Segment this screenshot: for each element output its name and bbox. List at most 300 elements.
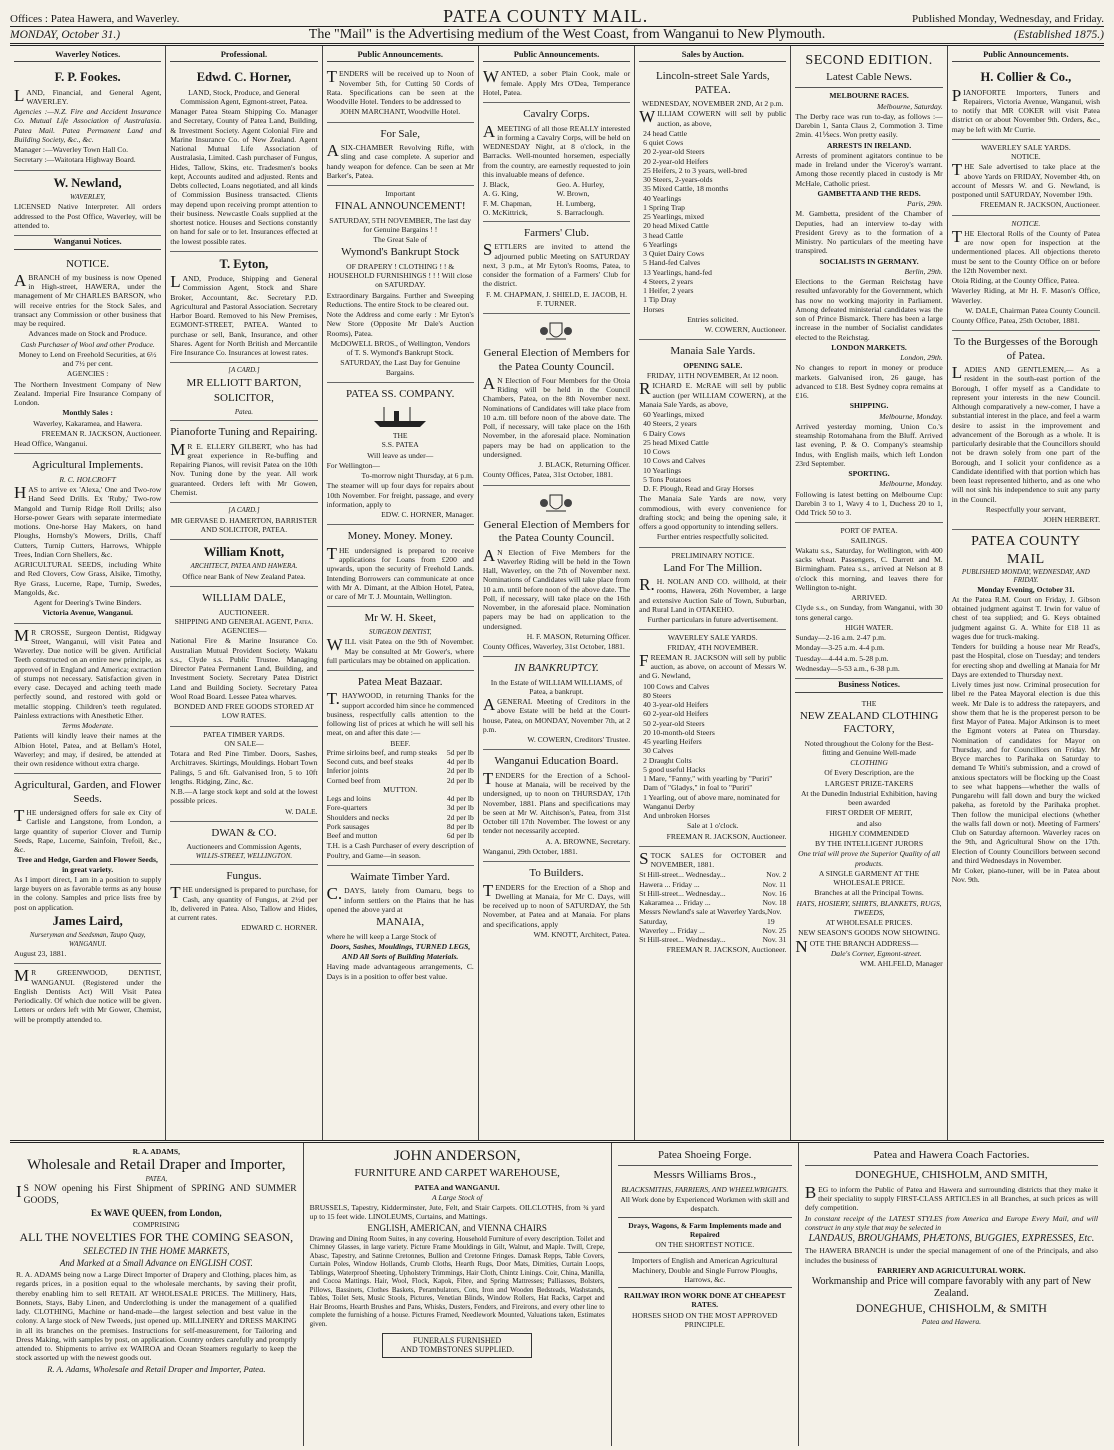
ad-title: Waimate Timber Yard.: [350, 870, 450, 883]
ad-title: Patea and Hawera Coach Factories.: [873, 1149, 1030, 1161]
ad-body: ASIX-CHAMBER Revolving Rifle, with sling and case complete. A superior and handy weapon for defence. Can be seen at Mr Barker's, Patea.: [326, 141, 474, 180]
columns-grid: [10, 46, 1104, 1143]
ad-subtitle: Important: [385, 189, 416, 199]
ad-body: Money to Lend on Freehold Securities, at 6½ and 7½ per cent.: [18, 349, 157, 369]
ad-body: Secretary :—Waitotara Highway Board.: [14, 155, 136, 165]
list-item: 20 2-year-old Heifers: [643, 156, 709, 166]
list-item: 10 Cows and Calves: [643, 456, 706, 466]
ad-title: Fungus.: [226, 870, 262, 883]
ad-title: F. P. Fookes.: [54, 70, 121, 85]
ad-body: HAS to arrive ex 'Alexa,' One and Two-row Hand Seed Drills. Ex 'Ruby,' Two-row Mangold and Turnip Ridge Roll Drills; also Horse-power Gears with separate intermediate motions. One-horse Hay Makers, on hand Ploughs, Hornsby's Mowers, Drills, Chaff Cutters, Turnip Cutters, Harrows, Whipple Trees, Indian Corn Shellers, &c.: [14, 483, 162, 559]
ad-subtitle: Nurseryman and Seedsman, Taupo Quay, WANGANUI.: [29, 931, 146, 948]
ad-subtitle: SURGEON DENTIST,: [368, 627, 432, 636]
list-item: 6 Yearlings: [643, 239, 678, 249]
ad-title: General Election of Members for the Patea County Council.: [483, 347, 630, 373]
ad-title: Manaia Sale Yards.: [670, 345, 756, 358]
ad-body: AGRICULTURAL SEEDS, including White and Red Clovers, Cow Grass, Alsike, Timothy, Rye Grass, Lucerne, Rape, Turnip, Swedes, Mangolds, &c.: [14, 560, 162, 597]
ad-body: Totara and Red Pine Timber. Doors, Sashes, Architraves. Skirtings, Mouldings. Hobart Town Palings, 5 and 6ft. Galvanised Iron, 5 to 10ft lengths. Ridging, Zinc, &c.: [170, 749, 318, 786]
tide-row: Monday—3-25 a.m. 4-4 p.m.: [795, 643, 885, 653]
newspaper-title: PATEA COUNTY MAIL.: [443, 6, 649, 26]
editorial: [952, 530, 1100, 889]
sale-date: Nov. 11: [762, 879, 787, 889]
ad-electoral-rolls: [952, 216, 1100, 332]
ad-subtitle: WAVERLEY,: [70, 192, 106, 201]
ad-subtitle: MANAIA,: [376, 916, 425, 929]
ad-title: Farmers' Club.: [524, 227, 589, 240]
list-item: 40 Yearlings: [643, 193, 682, 203]
port-of-patea: [795, 523, 942, 679]
list-item: 1 Tip Dray: [643, 295, 677, 305]
sale-date-row: [639, 880, 786, 889]
ad-body: ENGLISH, AMERICAN, and VIENNA CHAIRS: [367, 1222, 547, 1233]
ad-signature: W. DALE.: [285, 806, 318, 816]
ad-waverley-sale: [639, 630, 786, 847]
ad-body: LAND, Produce, Shipping and General Commission Agent, Stock and Share Broker, Accountant, &c. Secretary P.D. Agricultural and Pastoral Association. Secretary Harbor Board. Removed to his New Premises, EGMONT-STREET, PATEA. Wanted to purchase or sell, Bank, Insurance, and other Shares. Agent for North British and Mercantile Fire Insurance Co. Insurances at lowest rates.: [170, 272, 318, 358]
ad-education-board: [483, 750, 630, 862]
news-dateline: Melbourne, Saturday.: [876, 101, 943, 111]
ad-signature: J. BLACK, Returning Officer.: [538, 460, 631, 470]
sale-date-row: [639, 898, 786, 907]
tide-row: Wednesday—5-53 a.m., 6-38 p.m.: [795, 663, 900, 673]
sale-date-row: [639, 935, 786, 944]
list-item: 20 head Mixed Cattle: [643, 221, 709, 231]
ad-body: Further particulars in future advertisement.: [647, 615, 779, 625]
ad-body: AGENCIES :: [66, 369, 109, 379]
tide-row: Tuesday—4-44 a.m. 5-28 p.m.: [795, 653, 889, 663]
masthead: [10, 6, 1104, 26]
ad-body: Noted throughout the Colony for the Best-fitting and Genuine Well-made: [804, 738, 934, 757]
ad-body: Manager Patea Steam Shipping Co. Manager and Secretary, County of Patea Land, Building, & Investment Society. Agent Colonial Fire and Marine Insurance Co. of New Zealand. Agent National Mutual Life Association of Australasia, Limited. Cash purchaser of Fungus, Hides, Tallow, Skins, etc. Tradesmen's books kept, Accounts audited and adjusted. Rents and Debts collected, Loans negotiated, and all kinds of Commission Business transacted. Clients may depend upon receiving prompt attention to their business. Newcastle Coals supplied at the shortest notice. Houses and Sections constantly on hand for sale or to let. Insurances effected at the lowest possible rates.: [170, 107, 318, 246]
ad-title: NEW ZEALAND CLOTHING FACTORY,: [799, 709, 939, 736]
ad-body: FIRST ORDER OF MERIT,: [825, 808, 913, 818]
ad-fookes: [14, 65, 161, 170]
ad-body: The steamer will up four days for repairs about 10th November. For freight, passage, and every information, apply to: [326, 481, 474, 509]
ad-lincoln-sale: [639, 65, 786, 340]
ad-body: MR CROSSE, Surgeon Dentist, Ridgway Street, Wanganui, will visit Patea and Waverley. Due notice will be given. Artificial Teeth constructed on an entire new principle, as approved of in England and America; extraction of stumps not necessary. Satisfaction given in every case. Decayed and aching teeth made perfectly sound, and restored with gold or metallic stopping. Children's teeth regulated. Painless extractions with Anesthetic Ether.: [14, 625, 162, 720]
ad-holcroft: [14, 454, 161, 623]
ad-body: Of Every Description, are the: [824, 768, 914, 778]
sale-location: Hawera ... Friday ...: [639, 879, 700, 889]
ad-body: Entries solicited.: [687, 314, 739, 324]
ad-subtitle: SOLICITOR,: [213, 392, 274, 405]
ad-body: T.HAYWOOD, in returning Thanks for the support accorded him since he commenced business, respectfully calls attention to the following list of prices at which he will sell his meat, on and after this date :—: [326, 689, 474, 738]
ad-body: BEG to inform the Public of Patea and Hawera and surrounding districts that they make it their speciality to supply FIRST-CLASS ARTICLES in all Branches, at such prices as will defy competition.: [804, 1182, 1098, 1213]
list-item: 1 Spring Trap: [643, 202, 685, 212]
ad-body: R.H. NOLAN AND CO. willhold, at their rooms, Hawera, 26th November, a large and extensive Auction Sale of Town, Suburban, and Rural Land in OTAKEHO.: [639, 575, 787, 614]
ad-subtitle: THE: [392, 431, 408, 441]
price-row: Fore-quarters 3d per lb: [326, 803, 474, 813]
ad-body: NEW SEASON'S GOODS NOW SHOWING.: [798, 928, 940, 938]
ad-subtitle: PATEA,: [145, 1174, 168, 1183]
news-dateline: Melbourne, Monday.: [879, 479, 943, 489]
ad-subtitle: PRELIMINARY NOTICE.: [671, 550, 755, 560]
ad-meat-bazaar: [327, 671, 474, 866]
ad-subtitle: Messrs Williams Bros.,: [653, 1169, 757, 1182]
ad-body: And Marked at a Small Advance on ENGLISH COST.: [59, 1258, 253, 1269]
ad-eyton: [170, 252, 317, 364]
news-body: Following is latest betting on Melbourne Cup: Darebin 3 to 1, Wavy 4 to 1, Duchess 20 to 1, Odd Trick 50 to 3.: [795, 489, 943, 518]
news-body: No changes to report in money or produce markets. Galvanised iron, 26 gauge, has advanced to £18. Best Sydney copra remains at £16.: [795, 363, 943, 401]
ad-horner: [170, 65, 317, 252]
ad-title: NOTICE.: [66, 257, 110, 270]
ad-title: Patea Meat Bazaar.: [357, 676, 443, 689]
ad-signature: WM. KNOTT, Architect, Patea.: [533, 929, 631, 939]
ad-cavalry: [483, 103, 630, 222]
ad-body: One trial will prove the Superior Quality of all products.: [798, 849, 940, 868]
list-item: 1 Heifer, 2 years: [643, 286, 694, 296]
editorial-paragraph: Tenders for building a house near Mr Read's, past the Hospital, close on Tuesday; and tenders for erecting shop and dwelling at Manaia for Mr Days are extended to Thursday next.: [951, 642, 1100, 679]
ad-body: Advances made on Stock and Produce.: [28, 329, 147, 339]
ad-body: R. A. ADAMS being now a Large Direct Importer of Drapery and Clothing, places him, as regards prices, in a position equal to the wholesale merchants, by saving their profit, thereby enabling him to sell RETAIL AT WHOLESALE PRICES. The Millinery, Hats, Bonnets, Stays, Baby Linen, and Underclothing is under the management of a qualified lady. CLOTHING, Machine or hand-made—the largest selection and best value in the colony. A large stock of New Tweeds, just opened up. MILLINERY and DRESS MAKING in all its branches on the premises. Instructions for self-measurement, for Tailoring and Dress Making, with samples by post, on application. Country orders carefully and promptly attended to. Shipments to arrive ex WAIROA and Ocean Steamers regularly to keep the stock assorted up with the newest goods out.: [16, 1270, 297, 1363]
sale-location: Waverley ... Friday ...: [639, 925, 705, 935]
ad-body: Respectfully your servant,: [985, 504, 1066, 514]
list-item: 40 Steers, 2 years: [643, 419, 697, 429]
ad-body: The Manaia Sale Yards are now, very commodious, with every convenience for drafting stock; and being the opening sale, it offers a good opportunity to intending sellers.: [639, 494, 787, 532]
sale-date: Nov. 2: [766, 870, 787, 880]
list-item: Dam of "Gladys," in foal to "Puriri": [643, 783, 753, 793]
ad-anderson: [304, 1143, 612, 1446]
editorial-date: Monday Evening, October 31.: [977, 584, 1075, 594]
ad-signature: JOHN MARCHANT, Woodville Hotel.: [340, 107, 461, 117]
list-item: 6 quiet Cows: [643, 138, 684, 148]
ad-bankruptcy: [483, 657, 630, 750]
news-dateline: Paris, 29th.: [907, 199, 943, 209]
ad-body: Victoria Avenue, Wanganui.: [42, 608, 133, 618]
list-item: D. F. Plough, Read and Gray Horses: [643, 484, 754, 494]
list-item: 1 Mare, "Fanny," with yearling by "Puriri": [643, 774, 773, 784]
ad-body: Otoia Riding, at the County Office, Patea.: [951, 276, 1080, 286]
ad-shoeing-forge: [612, 1143, 799, 1446]
news-body: The Derby race was run to-day, as follows :—Darebin 1, Santa Claus 2, Commotion 3. Time 2min. 41⅟secs. Won pretty easily.: [795, 111, 943, 140]
ad-title: General Election of Members for the Patea County Council.: [483, 518, 630, 545]
ad-body: AN Election of Four Members for the Otoia Riding will be held in the Council Chambers, Patea, on the 8th November next. Nominations of Candidates will take place from 10 a.m. till before noon of the above date. The Poll, if necessary, will take place on the 16th November, in the aforesaid place. Nomination papers may be had on application to the undersigned.: [482, 373, 631, 459]
news-head: SPORTING.: [848, 469, 890, 479]
ad-body: A Large Stock of: [431, 1192, 483, 1202]
ad-body: At the Dunedin Industrial Exhibition, having been awarded: [800, 788, 938, 808]
ad-title: WAVERLEY SALE YARDS.: [980, 142, 1071, 152]
funerals-box: [382, 1333, 532, 1359]
ad-signature: FREEMAN R. JACKSON, Auctioneer.: [980, 200, 1100, 210]
price-row: Beef and mutton 6d per lb: [326, 831, 474, 841]
news-body: Arrests of prominent agitators continue to be made in Ireland under the Viceroy's warrant. Among those recently placed in custody is Mr McHale, Catholic priest.: [795, 150, 943, 188]
column-heading: Waverley Notices.: [14, 49, 161, 62]
steamship-icon: [370, 403, 430, 429]
ad-title: DWAN & CO.: [211, 826, 277, 839]
divider: [795, 87, 942, 88]
ad-title: W. Newland,: [53, 175, 122, 190]
ad-body: WILLIAM COWERN will sell by public auction, as above,: [639, 107, 787, 128]
price-row: Legs and loins 4d per lb: [326, 794, 474, 804]
ad-body: RICHARD E. McRAE will sell by public auction (per WILLIAM COWERN), at the Manaia Sale Yards, as above,: [639, 379, 787, 409]
ad-body: In constant receipt of the LATEST STYLES from America and Europe Every Mail, and will construct in any style that may be selected in: [804, 1213, 1098, 1232]
news-body: Arrived yesterday morning, Union Co.'s steamship Rotomahana from the Bluff. Arrived last evening, P. & O. Company's steamship Indus, with English mails, which left London 23rd September.: [795, 421, 943, 468]
box-line: AND TOMBSTONES SUPPLIED.: [400, 1345, 514, 1355]
ad-body: SATURDAY, the Last Day for Genuine Bargains.: [340, 358, 461, 377]
ad-body: National Fire & Marine Insurance Co. Australian Mutual Provident Society. Wakatu s.s., Clyde s.s. Public Trustee. Managing Director Patea Permanent Land, Building, and Investment Society. Secretary Patea District Land and Building Society. Secretary Patea Wool Road Board. Lessee Patea wharves.: [170, 636, 318, 701]
ad-body: where he will keep a Large Stock of: [326, 931, 437, 941]
ad-signature: A. A. BROWNE, Secretary.: [545, 836, 631, 846]
editorial-paragraph: At the Patea R.M. Court on Friday, J. Gibson obtained judgment against T. Irwin for value of chest of tea supplied; and G. Keys obtained judgment against G. A. White for £18 11 as wages due for truck-making.: [951, 594, 1100, 641]
ad-title: For Sale,: [380, 127, 421, 140]
list-item: 20 10-month-old Steers: [643, 727, 715, 737]
ad-body: The HAWERA BRANCH is under the special management of one of the Principals, and also includes the business of: [804, 1246, 1098, 1265]
divider: [618, 1217, 792, 1218]
ad-title: Agricultural Implements.: [32, 459, 144, 472]
list-item: 3 head Cattle: [643, 230, 684, 240]
column-heading: Public Announcements.: [952, 49, 1100, 62]
list-item: 30 Steers, 2-years-olds: [643, 175, 713, 185]
stock-list: [639, 682, 786, 821]
ad-adams: [10, 1143, 304, 1446]
ad-subtitle: Patea.: [234, 407, 253, 416]
ad-body: Dale's Corner, Egmont-street.: [830, 948, 922, 958]
ad-body: CLOTHING: [850, 758, 888, 768]
sale-dates-list: [639, 870, 786, 944]
list-item: 35 Mixed Cattle, 18 months: [643, 184, 729, 194]
tide-row: Sunday—2-16 a.m. 2-47 p.m.: [795, 633, 886, 643]
ad-subtitle: FRIDAY, 4TH NOVEMBER.: [667, 642, 759, 652]
ad-title: IN BANKRUPTCY.: [514, 662, 599, 675]
section-heading: Business Notices.: [795, 679, 942, 692]
ad-farmers-club: [483, 222, 630, 314]
ad-title: Patea Shoeing Forge.: [657, 1149, 752, 1161]
ad-signature: EDWARD C. HORNER.: [241, 923, 318, 933]
ad-subtitle: BLACKSMITHS, FARRIERS, AND WHEELWRIGHTS.: [621, 1184, 789, 1194]
ad-body: Waverley Riding, at Mr H. F. Mason's Office, Waverley.: [951, 286, 1100, 305]
ad-subtitle: PATEA and WANGANUI.: [414, 1182, 500, 1192]
ad-laird: [14, 774, 161, 964]
bottom-ads-row: [10, 1143, 1104, 1446]
ad-title: Cavalry Corps.: [523, 108, 590, 121]
ad-body: Having made advantageous arrangements, C. Days is in a position to offer best value.: [326, 962, 474, 981]
ad-title: PATEA TIMBER YARDS.: [203, 729, 285, 739]
ad-subtitle: DONEGHUE, CHISHOLM, AND SMITH,: [855, 1169, 1048, 1182]
ad-body: Office near Bank of New Zealand Patea.: [182, 571, 306, 581]
ad-title: T. Eyton,: [219, 256, 269, 271]
ad-body: SATURDAY, 5TH NOVEMBER, The last day for Genuine Bargains ! !: [329, 215, 472, 234]
ad-body: C.DAYS, lately from Oamaru, begs to inform settlers on the Plains that he has opened the above yard at: [326, 884, 474, 914]
column-sales-by-auction: [635, 46, 791, 1140]
ad-title: WAVERLEY SALE YARDS.: [667, 633, 758, 643]
ad-body: County Offices, Waverley, 31st October, 1881.: [482, 642, 625, 652]
ad-body: THE undersigned is prepared to purchase, for Cash, any quantity of Fungus, at 2½d per lb, delivered in Patea. Also, Tallow and Hides, at current rates.: [170, 883, 318, 923]
ad-body: THE Sale advertised to take place at the above Yards on FRIDAY, November 4th, on account of Messrs W. and G. Newland, is postponed until SATURDAY, November 19th.: [951, 160, 1100, 200]
ad-jackson-notice: [14, 253, 161, 455]
price-row: Shoulders and necks 2d per lb: [326, 812, 474, 822]
ad-stock-sales: [639, 847, 786, 960]
news-dateline: Melbourne, Monday.: [879, 411, 943, 421]
ad-title: Money. Money. Money.: [347, 530, 453, 543]
ad-land-million: [639, 548, 786, 631]
ad-body: AMEETING of all those REALLY interested in forming a Cavalry Corps, will be held on WEDNESDAY Night, at 8 o'clock, in the Barracks. Well-mounted horsemen, especially from the country, are earnestly requested to join this invaluable means of defence.: [482, 121, 631, 179]
news-head: SOCIALISTS IN GERMANY.: [819, 256, 919, 266]
sale-date-row: [639, 926, 786, 935]
ad-body: Drays, Wagons, & Farm Implements made and Repaired: [628, 1220, 782, 1239]
price-row: Second cuts, and beef steaks 4d per lb: [326, 757, 474, 767]
column-heading: Public Announcements.: [327, 49, 474, 62]
divider: [618, 1165, 792, 1166]
ad-election-otoia: [483, 314, 630, 486]
ad-hamerton: [170, 503, 317, 540]
ad-collier: [952, 65, 1100, 140]
ad-title: Wholesale and Retail Draper and Importer,: [27, 1157, 286, 1174]
price-section-label: MUTTON.: [383, 784, 418, 794]
ad-body: PIANOFORTE Importers, Tuners and Repairers, Victoria Avenue, Wanganui, wish to notify that MR COKER will visit Patea district on or about November 9th. Orders, &c., may be left with Mr Currie.: [951, 85, 1100, 134]
ad-money: [327, 525, 474, 607]
price-row: Prime sirloins beef, and rump steaks 5d per lb: [326, 747, 474, 757]
news-subhead: ARRIVED.: [851, 593, 887, 603]
news-subhead: HIGH WATER.: [845, 622, 894, 632]
ad-title: H. Collier & Co.,: [980, 70, 1072, 85]
ad-subtitle: AGENCIES—: [221, 626, 267, 636]
sale-date: Nov. 31: [762, 935, 787, 945]
ad-steamship: [327, 383, 474, 526]
ad-dale: [170, 587, 317, 726]
list-item: 5 good useful Hacks: [643, 764, 706, 774]
ad-body: The Great Sale of: [373, 235, 428, 245]
ad-coach-factories: [799, 1143, 1104, 1446]
ad-body: NOTE THE BRANCH ADDRESS—: [795, 936, 919, 956]
ad-title: To Builders.: [529, 867, 584, 880]
column-public-announcements-1: [323, 46, 479, 1140]
ad-subtitle: SHIPPING AND GENERAL AGENT, Patea.: [174, 616, 314, 626]
ad-subtitle: LAND, Stock, Produce, and General Commission Agent, Egmont-street, Patea.: [180, 87, 308, 106]
news-dateline: London, 29th.: [900, 353, 943, 363]
ad-subtitle: In the Estate of WILLIAM WILLIAMS, of Patea, a bankrupt.: [490, 677, 623, 696]
ad-body: Branches at all the Principal Towns.: [814, 888, 924, 898]
ad-body: Cash Purchaser of Wool and other Produce.: [20, 339, 155, 349]
ad-body: Further entries respectfully solicited.: [656, 532, 769, 542]
news-head: MELBOURNE RACES.: [829, 91, 909, 101]
ad-body: AT WHOLESALE PRICES.: [825, 918, 913, 928]
divider: [805, 1165, 1098, 1166]
news-head: GAMBETTA AND THE REDS.: [817, 188, 921, 198]
ad-subtitle: ON SALE—: [224, 738, 264, 748]
ad-title: NOTICE.: [1011, 218, 1041, 228]
news-body: Clyde s.s., on Sunday, from Wanganui, with 30 tons general cargo.: [795, 603, 943, 622]
editorial-title: PATEA COUNTY MAIL: [971, 534, 1081, 567]
news-head: ARRESTS IN IRELAND.: [826, 140, 912, 150]
ad-body: The Northern Investment Company of New Zealand. Imperial Fire Insurance Company of London.: [14, 379, 162, 408]
price-row: Corned beef from 2d per lb: [326, 775, 474, 785]
list-item: And unbroken Horses: [643, 811, 710, 821]
ad-body: To-morrow night Thursday, at 6 p.m.: [361, 471, 474, 481]
list-item: 25 Yearlings, mixed: [643, 212, 704, 222]
ad-body: Note the Address and come early : Mr Eyton's New Store (Opposite Mr Dale's Auction Rooms), Patea.: [326, 310, 474, 338]
ad-body: A SINGLE GARMENT AT THE WHOLESALE PRICE.: [818, 868, 920, 888]
sale-date: Nov. 25: [762, 925, 787, 935]
ad-body: Ex WAVE QUEEN, from London,: [91, 1208, 222, 1219]
ad-body: TENDERS will be received up to Noon of November 5th, for Cutting 50 Cords of Rata. Specifications can be seen at the Woodville Hotel. Tenders to be addressed to: [326, 67, 474, 107]
offices-line: Offices : Patea Hawera, and Waverley.: [10, 13, 180, 25]
coat-of-arms-icon: [536, 319, 576, 345]
ad-body: Importers of English and American Agricultural Machinery, Double and Single Furrow Ploughs, Harrows, &c.: [631, 1256, 778, 1284]
sale-date: Nov. 19: [767, 907, 782, 926]
ad-title: JOHN ANDERSON,: [393, 1148, 521, 1164]
ad-manaia-sale: [639, 340, 786, 547]
ad-body: BONDED AND FREE GOODS STORED AT LOW RATES.: [173, 702, 314, 721]
ad-body: ON THE SHORTEST NOTICE.: [655, 1240, 755, 1250]
ad-body: All Work done by Experienced Workmen with skill and despatch.: [620, 1195, 790, 1214]
ad-body: LANDAUS, BROUGHAMS, PHÆTONS, BUGGIES, EXPRESSES, Etc.: [808, 1233, 1095, 1245]
ad-body: County Offices, Patea, 31st October, 1881.: [482, 470, 613, 480]
price-row: Pork sausages 8d per lb: [326, 821, 474, 831]
list-item: 5 Hand-fed Calves: [643, 258, 701, 268]
list-item: 30 Calves: [643, 746, 674, 756]
ad-title: FINAL ANNOUNCEMENT!: [334, 200, 466, 213]
sale-location: St Hill-street... Wednesday...: [639, 935, 726, 945]
ad-body: OF DRAPERY ! CLOTHING ! ! & HOUSEHOLD FURNISHINGS ! ! ! Will close on SATURDAY.: [328, 261, 473, 290]
ad-body: Workmanship and Price will compare favorably with any part of New Zealand.: [811, 1276, 1091, 1300]
sale-location: Messrs Newland's sale at Waverley Yards, Saturday,: [639, 907, 767, 926]
second-edition-title: SECOND EDITION.: [805, 53, 933, 68]
ad-body: Extraordinary Bargains. Further and Sweeping Reductions. The entire Stock to be cleared out.: [326, 290, 474, 309]
divider: [618, 1287, 792, 1288]
list-item: 6 Dairy Cows: [643, 428, 686, 438]
list-item: 24 head Cattle: [643, 128, 688, 138]
slogan: The "Mail" is the Advertising medium of the West Coast, from Wanganui to New Plymouth.: [308, 27, 826, 43]
ad-body: WANTED, a sober Plain Cook, male or female. Apply Mrs O'Dea, Temperance Hotel, Patea.: [482, 67, 631, 97]
sale-date-row: [639, 870, 786, 879]
ad-body: Head Office, Wanganui.: [14, 439, 88, 449]
ad-subtitle: OPENING SALE.: [683, 360, 743, 370]
ad-signature: W. COWERN, Creditors' Trustee.: [527, 735, 631, 745]
sale-location: St Hill-street... Wednesday...: [639, 870, 726, 880]
list-item: 25 head Mixed Cattle: [643, 437, 709, 447]
ad-body: Manager :—Waverley Town Hall Co.: [14, 145, 129, 155]
ad-election-waverley: [483, 486, 630, 658]
ad-body: MR GREENWOOD, DENTIST, WANGANUI. (Registered under the English Dentists Act) Will Visit Patea Periodically. Of which due notice will be given. Letters or orders left with Mr Gower, Chemist, will be promptly attended to.: [14, 966, 162, 1024]
column-public-announcements-2: [479, 46, 635, 1140]
divider: [618, 1252, 792, 1253]
list-item: 80 Steers: [643, 690, 672, 700]
list-item: 2 Draught Colts: [643, 755, 692, 765]
ad-marchant: [327, 65, 474, 122]
ad-subtitle: S.S. PATEA: [381, 440, 419, 450]
ad-signature: FREEMAN R. JACKSON, Auctioneer.: [41, 428, 162, 438]
sale-date-row: [639, 907, 786, 926]
ad-timber-yards: [170, 727, 317, 822]
editorial-paragraph: Mr Coker, piano-tuner, will be in Patea about Nov. 9th.: [951, 866, 1100, 885]
list-item: 10 Cows: [643, 447, 670, 457]
ad-signature: FREEMAN R. JACKSON, Auctioneer.: [666, 945, 787, 955]
box-line: FUNERALS FURNISHED: [413, 1335, 502, 1345]
ad-skeet: [327, 607, 474, 671]
ad-title: Wanganui Education Board.: [494, 755, 619, 768]
ad-dwan: [170, 822, 317, 865]
ad-body: LICENSED Native Interpreter. All orders addressed to the Post Office, Waverley, will be attended to.: [14, 202, 162, 230]
sale-date: Nov. 16: [762, 888, 787, 898]
ad-signature: F. M. CHAPMAN, J. SHIELD, E. JACOB, H. F. TURNER.: [486, 289, 627, 308]
ad-title: WILLIAM DALE,: [202, 592, 286, 605]
list-item: 40 3-year-old Heifers: [643, 700, 709, 710]
ad-title: James Laird,: [52, 913, 123, 928]
ad-body: LARGEST PRIZE-TAKERS: [824, 778, 914, 788]
ad-body: AN Election of Five Members for the Waverley Riding will be held in the Town Hall, Waverley, on the 7th of November next. Nominations of Candidates will take place from 10 a.m. until before noon of the above date. The Poll, if necessary, will take place on the 16th November, in the aforesaid place. Nomination papers may be had on application to the undersigned.: [482, 545, 631, 631]
column-heading: Public Announcements.: [483, 49, 630, 62]
column-waverley-notices: [10, 46, 166, 1140]
ad-signature: EDW. C. HORNER, Manager.: [381, 510, 474, 520]
column-heading: Professional.: [170, 49, 317, 62]
ad-body: AND All Sorts of Building Materials.: [342, 952, 459, 962]
latest-cable-title: Latest Cable News.: [826, 71, 912, 84]
ad-body: ALL THE NOVELTIES FOR THE COMING SEASON,: [19, 1230, 294, 1245]
ad-body: LAND, Financial, and General Agent, WAVERLEY.: [14, 85, 162, 106]
signatory-list: J. Black, Geo. A. Hurley, A. G. King, W. Brown, F. M. Chapman, H. Lumberg, O. McKittrick, S. Barraclough.: [482, 180, 605, 217]
ad-title: Edwd. C. Horner,: [196, 70, 292, 85]
ad-signature: H. F. MASON, Returning Officer.: [526, 631, 631, 641]
ad-body: Waverley, Kakaramea, and Hawera.: [33, 418, 143, 428]
